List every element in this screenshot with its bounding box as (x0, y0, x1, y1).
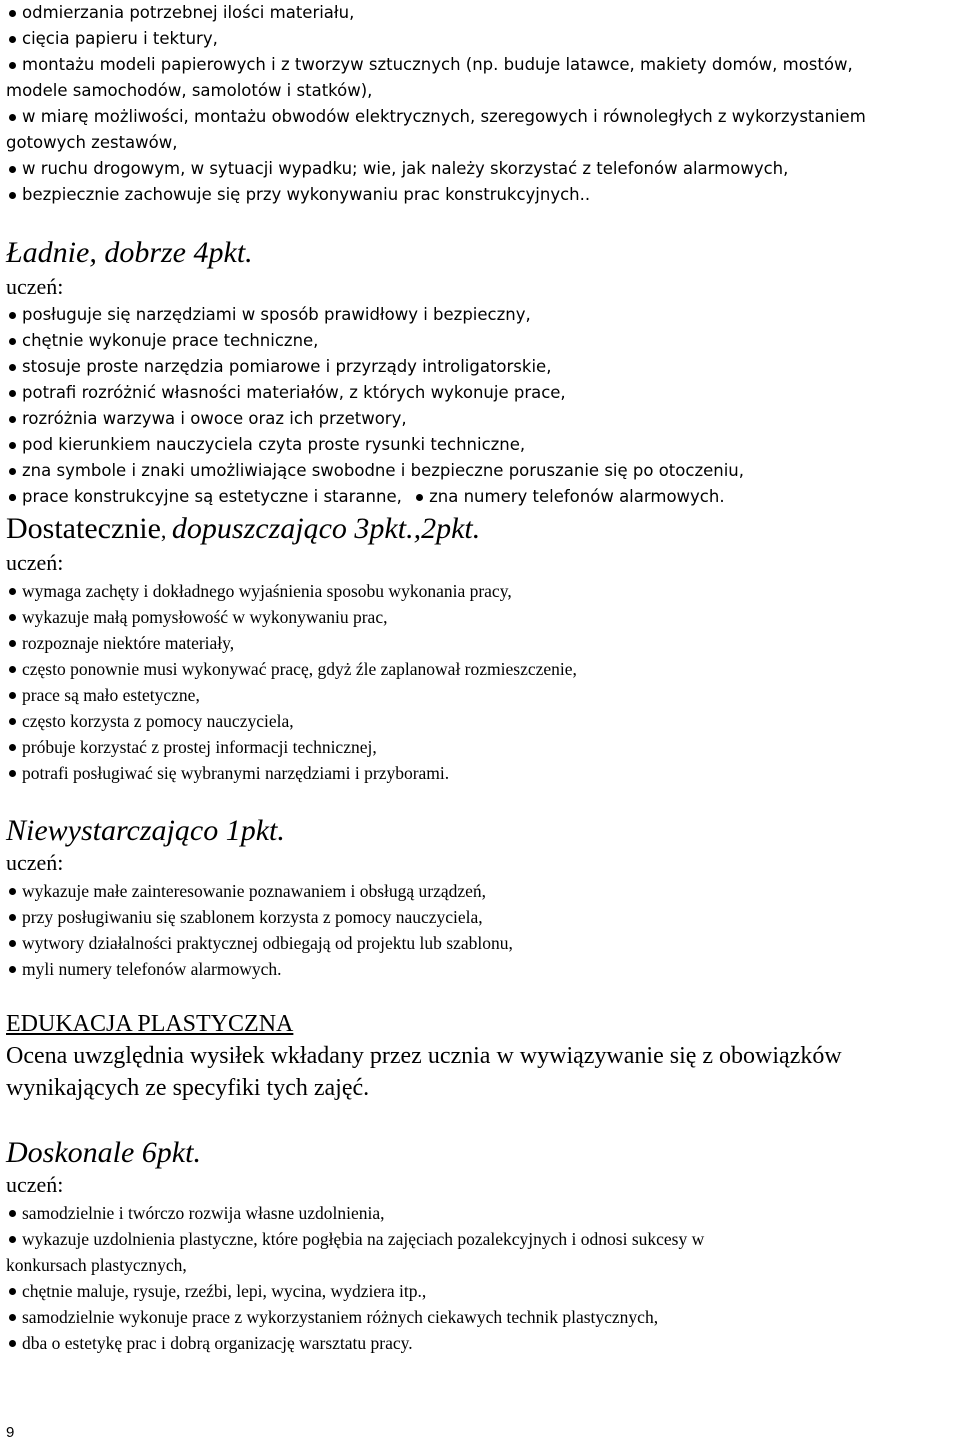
technical-skills-list (6, 0, 958, 208)
intro-paragraph-line: wynikających ze specyfiki tych zajęć. (6, 1075, 370, 1101)
art-education-section (6, 1010, 958, 1104)
list-item: odmierzania potrzebnej ilości materiału, (6, 0, 958, 26)
student-label: uczeń: (6, 850, 64, 875)
list-item: zna numery telefonów alarmowych. (413, 484, 724, 510)
list-item: samodzielnie i twórczo rozwija własne uzdolnienia, (6, 1200, 958, 1226)
list-item: montażu modeli papierowych i z tworzyw sztucznych (np. buduje latawce, makiety domów, mostów, (6, 52, 958, 78)
list-item: rozróżnia warzywa i owoce oraz ich przetwory, (6, 406, 958, 432)
list-item: chętnie wykonuje prace techniczne, (6, 328, 958, 354)
list-item: wykazuje małe zainteresowanie poznawaniem i obsługą urządzeń, (6, 878, 958, 904)
list-item: myli numery telefonów alarmowych. (6, 956, 958, 982)
list-item-continuation: konkursach plastycznych, (6, 1255, 187, 1275)
grade-heading: Niewystarczająco 1pkt. (6, 814, 285, 847)
list-item: próbuje korzystać z prostej informacji technicznej, (6, 734, 958, 760)
list-item: dba o estetykę prac i dobrą organizację warsztatu pracy. (6, 1330, 958, 1356)
list-item: cięcia papieru i tektury, (6, 26, 958, 52)
list-item: prace są mało estetyczne, (6, 682, 958, 708)
grade-criteria-list (6, 578, 958, 786)
list-item: wykazuje małą pomysłowość w wykonywaniu prac, (6, 604, 958, 630)
list-item: zna symbole i znaki umożliwiające swobodne i bezpieczne poruszanie się po otoczeniu, (6, 458, 958, 484)
list-item: potrafi rozróżnić własności materiałów, z których wykonuje prace, (6, 380, 958, 406)
grade-criteria-list (6, 1200, 958, 1356)
list-item: wykazuje uzdolnienia plastyczne, które pogłębia na zajęciach pozalekcyjnych i odnosi sukcesy w (6, 1226, 958, 1252)
student-label: uczeń: (6, 274, 64, 299)
list-item: w miarę możliwości, montażu obwodów elektrycznych, szeregowych i równoległych z wykorzystaniem (6, 104, 958, 130)
grade-heading-part: dopuszczająco 3pkt.,2pkt. (171, 512, 481, 545)
list-item: wytwory działalności praktycznej odbiegają od projektu lub szablonu, (6, 930, 958, 956)
list-item: rozpoznaje niektóre materiały, (6, 630, 958, 656)
grade-section-insufficient (6, 814, 958, 982)
list-item: bezpiecznie zachowuje się przy wykonywaniu prac konstrukcyjnych.. (6, 182, 958, 208)
list-item: często korzysta z pomocy nauczyciela, (6, 708, 958, 734)
list-item: wymaga zachęty i dokładnego wyjaśnienia sposobu wykonania pracy, (6, 578, 958, 604)
intro-paragraph-line: Ocena uwzględnia wysiłek wkładany przez ucznia w wywiązywanie się z obowiązków (6, 1043, 842, 1069)
page-number: 9 (6, 1424, 15, 1441)
list-item: stosuje proste narzędzia pomiarowe i przyrządy introligatorskie, (6, 354, 958, 380)
grade-section-excellent (6, 1136, 958, 1356)
list-item: posługuje się narzędziami w sposób prawidłowy i bezpieczny, (6, 302, 958, 328)
list-item: często ponownie musi wykonywać pracę, gdyż źle zaplanował rozmieszczenie, (6, 656, 958, 682)
grade-criteria-list (6, 302, 958, 510)
grade-section-good (6, 236, 958, 510)
grade-heading-separator: , (160, 518, 172, 543)
grade-heading (6, 512, 958, 548)
list-item: chętnie maluje, rysuje, rzeźbi, lepi, wycina, wydziera itp., (6, 1278, 958, 1304)
list-item: przy posługiwaniu się szablonem korzysta z pomocy nauczyciela, (6, 904, 958, 930)
list-item (6, 484, 958, 510)
list-item: w ruchu drogowym, w sytuacji wypadku; wie, jak należy skorzystać z telefonów alarmowych, (6, 156, 958, 182)
list-item-continuation: modele samochodów, samolotów i statków), (6, 81, 373, 100)
grade-section-satisfactory (6, 512, 958, 786)
student-label: uczeń: (6, 1172, 64, 1197)
grade-heading-part: Dostatecznie (6, 512, 161, 545)
list-item: samodzielnie wykonuje prace z wykorzystaniem różnych ciekawych technik plastycznych, (6, 1304, 958, 1330)
section-title: EDUKACJA PLASTYCZNA (6, 1011, 294, 1037)
grade-heading: Ładnie, dobrze 4pkt. (6, 236, 253, 269)
list-item: pod kierunkiem nauczyciela czyta proste rysunki techniczne, (6, 432, 958, 458)
list-item: prace konstrukcyjne są estetyczne i staranne, (6, 484, 402, 510)
grade-criteria-list (6, 878, 958, 982)
list-item: potrafi posługiwać się wybranymi narzędziami i przyborami. (6, 760, 958, 786)
list-item-continuation: gotowych zestawów, (6, 133, 178, 152)
grade-heading: Doskonale 6pkt. (6, 1136, 201, 1169)
student-label: uczeń: (6, 550, 64, 575)
